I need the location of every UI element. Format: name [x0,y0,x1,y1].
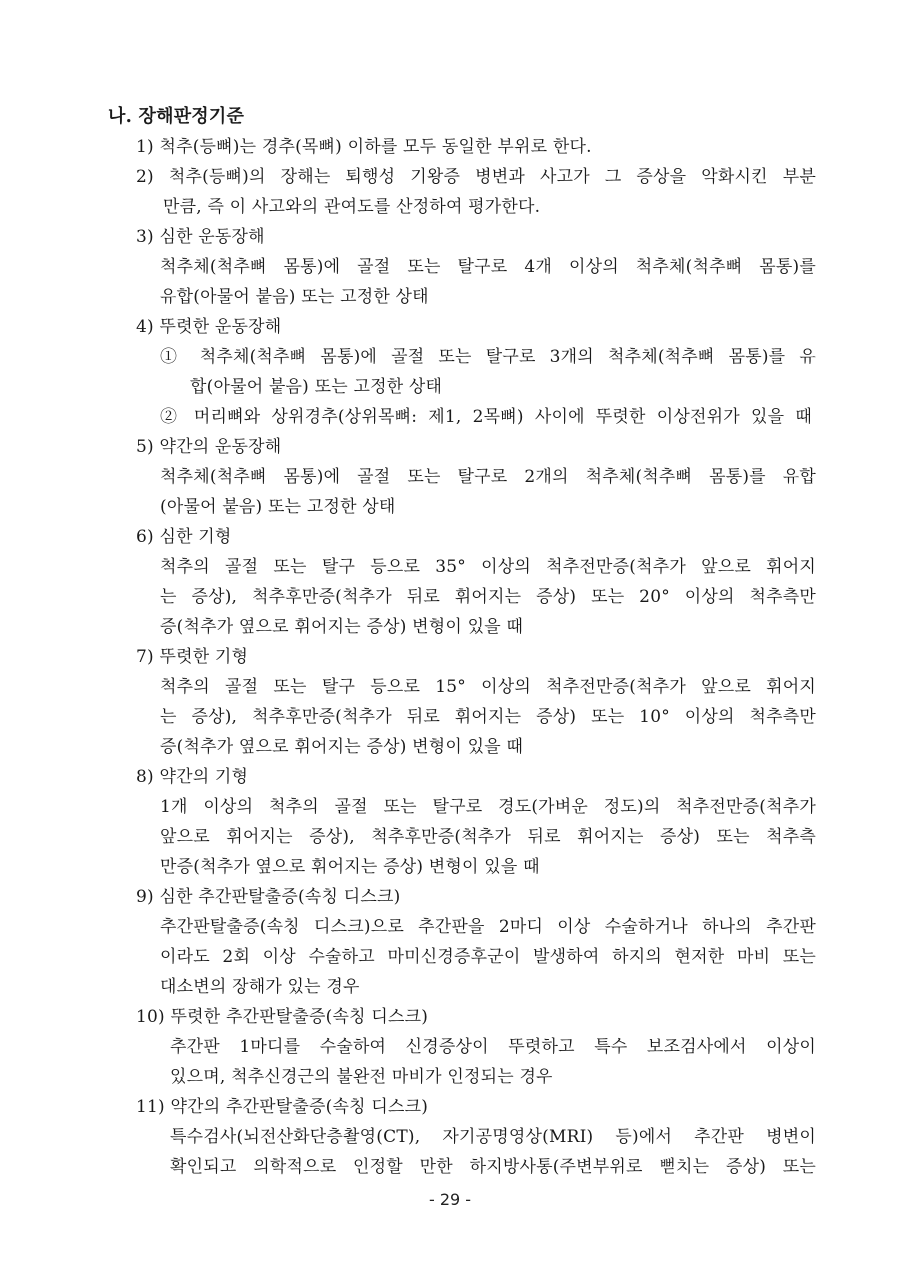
item-8-title: 8) 약간의 기형 [136,767,249,787]
item-9-line-1: 추간판탈출증(속칭 디스크)으로 추간판을 2마디 이상 수술하거나 하나의 추간판 [160,917,816,937]
item-11-line-2: 확인되고 의학적으로 인정할 만한 하지방사통(주변부위로 뻗치는 증상) 또는 [170,1157,816,1177]
item-1: 1) 척추(등뼈)는 경추(목뼈) 이하를 모두 동일한 부위로 한다. [136,137,592,157]
item-8-line-1: 1개 이상의 척추의 골절 또는 탈구로 경도(가벼운 정도)의 척추전만증(척추가 [160,797,816,817]
item-2-line-1: 2) 척추(등뼈)의 장해는 퇴행성 기왕증 병변과 사고가 그 증상을 악화시킨 부분 [136,167,816,187]
item-4-sub-1-line-1: ① 척추체(척추뼈 몸통)에 골절 또는 탈구로 3개의 척추체(척추뼈 몸통)를 유 [160,347,816,367]
item-2-line-2: 만큼, 즉 이 사고와의 관여도를 산정하여 평가한다. [163,197,541,217]
item-7-title: 7) 뚜렷한 기형 [136,647,249,667]
page-number: - 29 - [428,1190,472,1209]
item-4-sub-2: ② 머리뼈와 상위경추(상위목뼈: 제1, 2목뼈) 사이에 뚜렷한 이상전위가 있을 때 [160,407,812,427]
item-9-title: 9) 심한 추간판탈출증(속칭 디스크) [136,887,401,907]
item-3-title: 3) 심한 운동장해 [136,227,265,247]
item-11-title: 11) 약간의 추간판탈출증(속칭 디스크) [136,1097,429,1117]
item-10-title: 10) 뚜렷한 추간판탈출증(속칭 디스크) [136,1007,429,1027]
item-9-line-2: 이라도 2회 이상 수술하고 마미신경증후군이 발생하여 하지의 현저한 마비 또는 [160,947,816,967]
item-8-line-3: 만증(척추가 옆으로 휘어지는 증상) 변형이 있을 때 [160,857,540,877]
item-6-line-1: 척추의 골절 또는 탈구 등으로 35° 이상의 척추전만증(척추가 앞으로 휘어지 [160,557,816,577]
item-5-line-2: (아물어 붙음) 또는 고정한 상태 [160,497,396,517]
item-10-line-1: 추간판 1마디를 수술하여 신경증상이 뚜렷하고 특수 보조검사에서 이상이 [170,1037,816,1057]
item-4-title: 4) 뚜렷한 운동장해 [136,317,282,337]
item-3-line-1: 척추체(척추뼈 몸통)에 골절 또는 탈구로 4개 이상의 척추체(척추뼈 몸통)를 [160,257,816,277]
item-7-line-3: 증(척추가 옆으로 휘어지는 증상) 변형이 있을 때 [160,737,524,757]
item-8-line-2: 앞으로 휘어지는 증상), 척추후만증(척추가 뒤로 휘어지는 증상) 또는 척추측 [160,827,816,847]
item-5-title: 5) 약간의 운동장해 [136,437,282,457]
item-10-line-2: 있으며, 척추신경근의 불완전 마비가 인정되는 경우 [170,1067,553,1087]
item-3-line-2: 유합(아물어 붙음) 또는 고정한 상태 [160,287,429,307]
item-4-sub-1-line-2: 합(아물어 붙음) 또는 고정한 상태 [190,377,443,397]
item-7-line-1: 척추의 골절 또는 탈구 등으로 15° 이상의 척추전만증(척추가 앞으로 휘어지 [160,677,816,697]
item-6-line-3: 증(척추가 옆으로 휘어지는 증상) 변형이 있을 때 [160,617,524,637]
item-6-title: 6) 심한 기형 [136,527,232,547]
item-6-line-2: 는 증상), 척추후만증(척추가 뒤로 휘어지는 증상) 또는 20° 이상의 척추측만 [160,587,816,607]
item-7-line-2: 는 증상), 척추후만증(척추가 뒤로 휘어지는 증상) 또는 10° 이상의 척추측만 [160,707,816,727]
item-5-line-1: 척추체(척추뼈 몸통)에 골절 또는 탈구로 2개의 척추체(척추뼈 몸통)를 유합 [160,467,816,487]
section-heading: 나. 장해판정기준 [108,106,245,127]
item-11-line-1: 특수검사(뇌전산화단층촬영(CT), 자기공명영상(MRI) 등)에서 추간판 병변이 [170,1127,816,1147]
item-9-line-3: 대소변의 장해가 있는 경우 [160,977,360,997]
